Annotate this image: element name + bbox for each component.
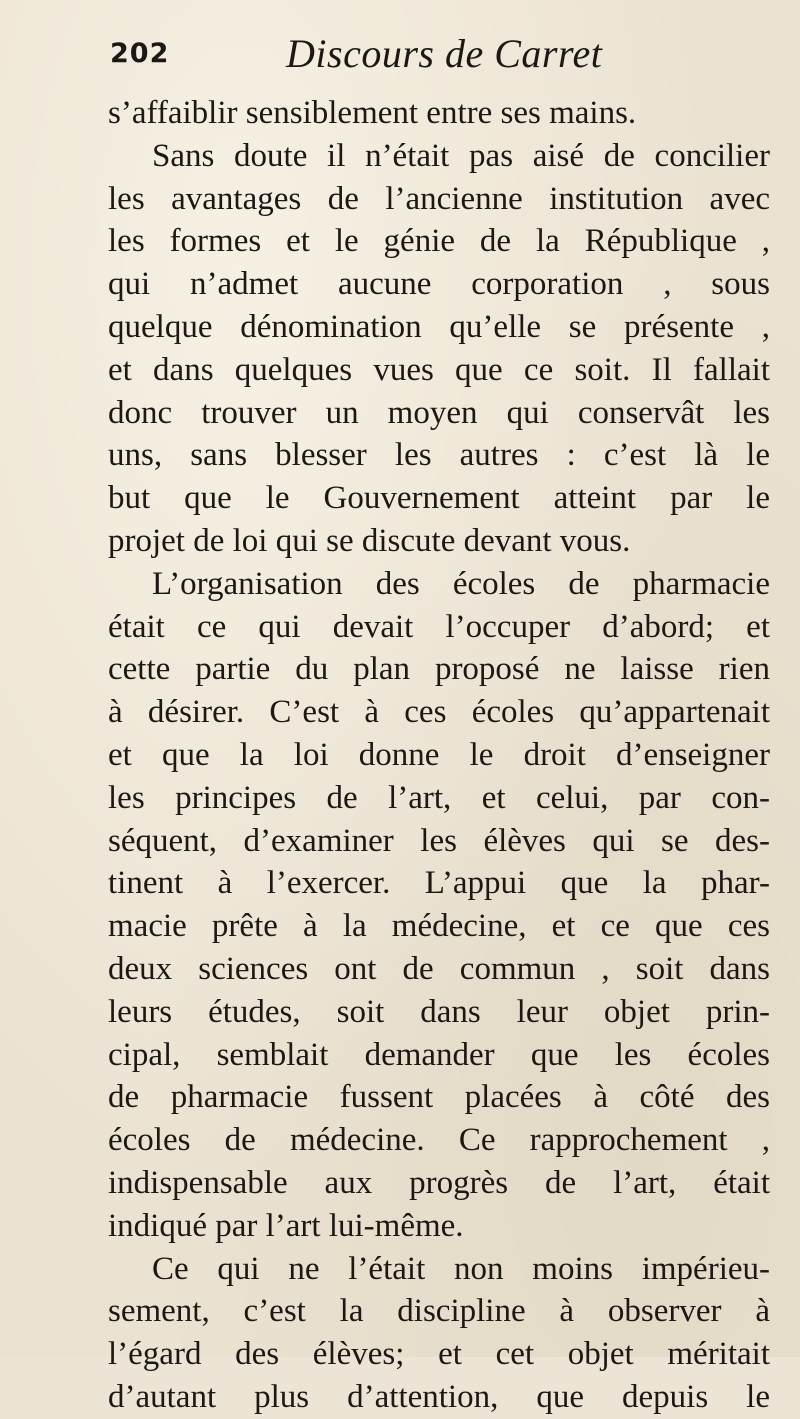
text-line: cipal, semblait demander que les écoles: [108, 1036, 770, 1073]
text-line: écoles de médecine. Ce rapprochement ,: [108, 1122, 770, 1159]
text-line: but que le Gouvernement atteint par le: [108, 480, 770, 517]
text-line: macie prête à la médecine, et ce que ces: [108, 908, 770, 945]
text-line: Ce qui ne l’était non moins impérieu-: [152, 1250, 770, 1287]
text-line: donc trouver un moyen qui conservât les: [108, 394, 770, 431]
text-line: quelque dénomination qu’elle se présente ,: [108, 308, 770, 345]
text-line: les avantages de l’ancienne institution avec: [108, 180, 770, 217]
text-line: Sans doute il n’était pas aisé de concilier: [152, 137, 770, 174]
text-line: les formes et le génie de la République ,: [108, 223, 770, 260]
page-number: 202: [110, 38, 170, 69]
page-header: [108, 30, 768, 80]
text-line: uns, sans blesser les autres : c’est là le: [108, 437, 770, 474]
text-line: l’égard des élèves; et cet objet méritait: [108, 1336, 770, 1373]
running-title: Discours de Carret: [286, 31, 603, 76]
text-line: L’organisation des écoles de pharmacie: [152, 565, 770, 602]
text-line: séquent, d’examiner les élèves qui se des-: [108, 822, 770, 859]
text-line: s’affaiblir sensiblement entre ses mains.: [108, 95, 637, 131]
text-line: de pharmacie fussent placées à côté des: [108, 1079, 770, 1116]
text-line: cette partie du plan proposé ne laisse rien: [108, 651, 770, 688]
text-line: indiqué par l’art lui-même.: [108, 1207, 464, 1244]
text-line: à désirer. C’est à ces écoles qu’appartenait: [108, 694, 770, 731]
body-text: [108, 92, 770, 1419]
text-line: leurs études, soit dans leur objet prin-: [108, 993, 770, 1030]
text-line: d’autant plus d’attention, que depuis le: [108, 1378, 770, 1415]
text-line: qui n’admet aucune corporation , sous: [108, 266, 770, 303]
text-line: et dans quelques vues que ce soit. Il fallait: [108, 351, 770, 388]
text-line: sement, c’est la discipline à observer à: [108, 1293, 770, 1330]
text-line: était ce qui devait l’occuper d’abord; et: [108, 608, 770, 645]
text-line: projet de loi qui se discute devant vous.: [108, 522, 631, 559]
text-line: indispensable aux progrès de l’art, était: [108, 1164, 770, 1201]
text-line: deux sciences ont de commun , soit dans: [108, 950, 770, 987]
text-line: les principes de l’art, et celui, par con-: [108, 779, 770, 816]
text-line: tinent à l’exercer. L’appui que la phar-: [108, 865, 770, 902]
text-line: et que la loi donne le droit d’enseigner: [108, 736, 770, 773]
